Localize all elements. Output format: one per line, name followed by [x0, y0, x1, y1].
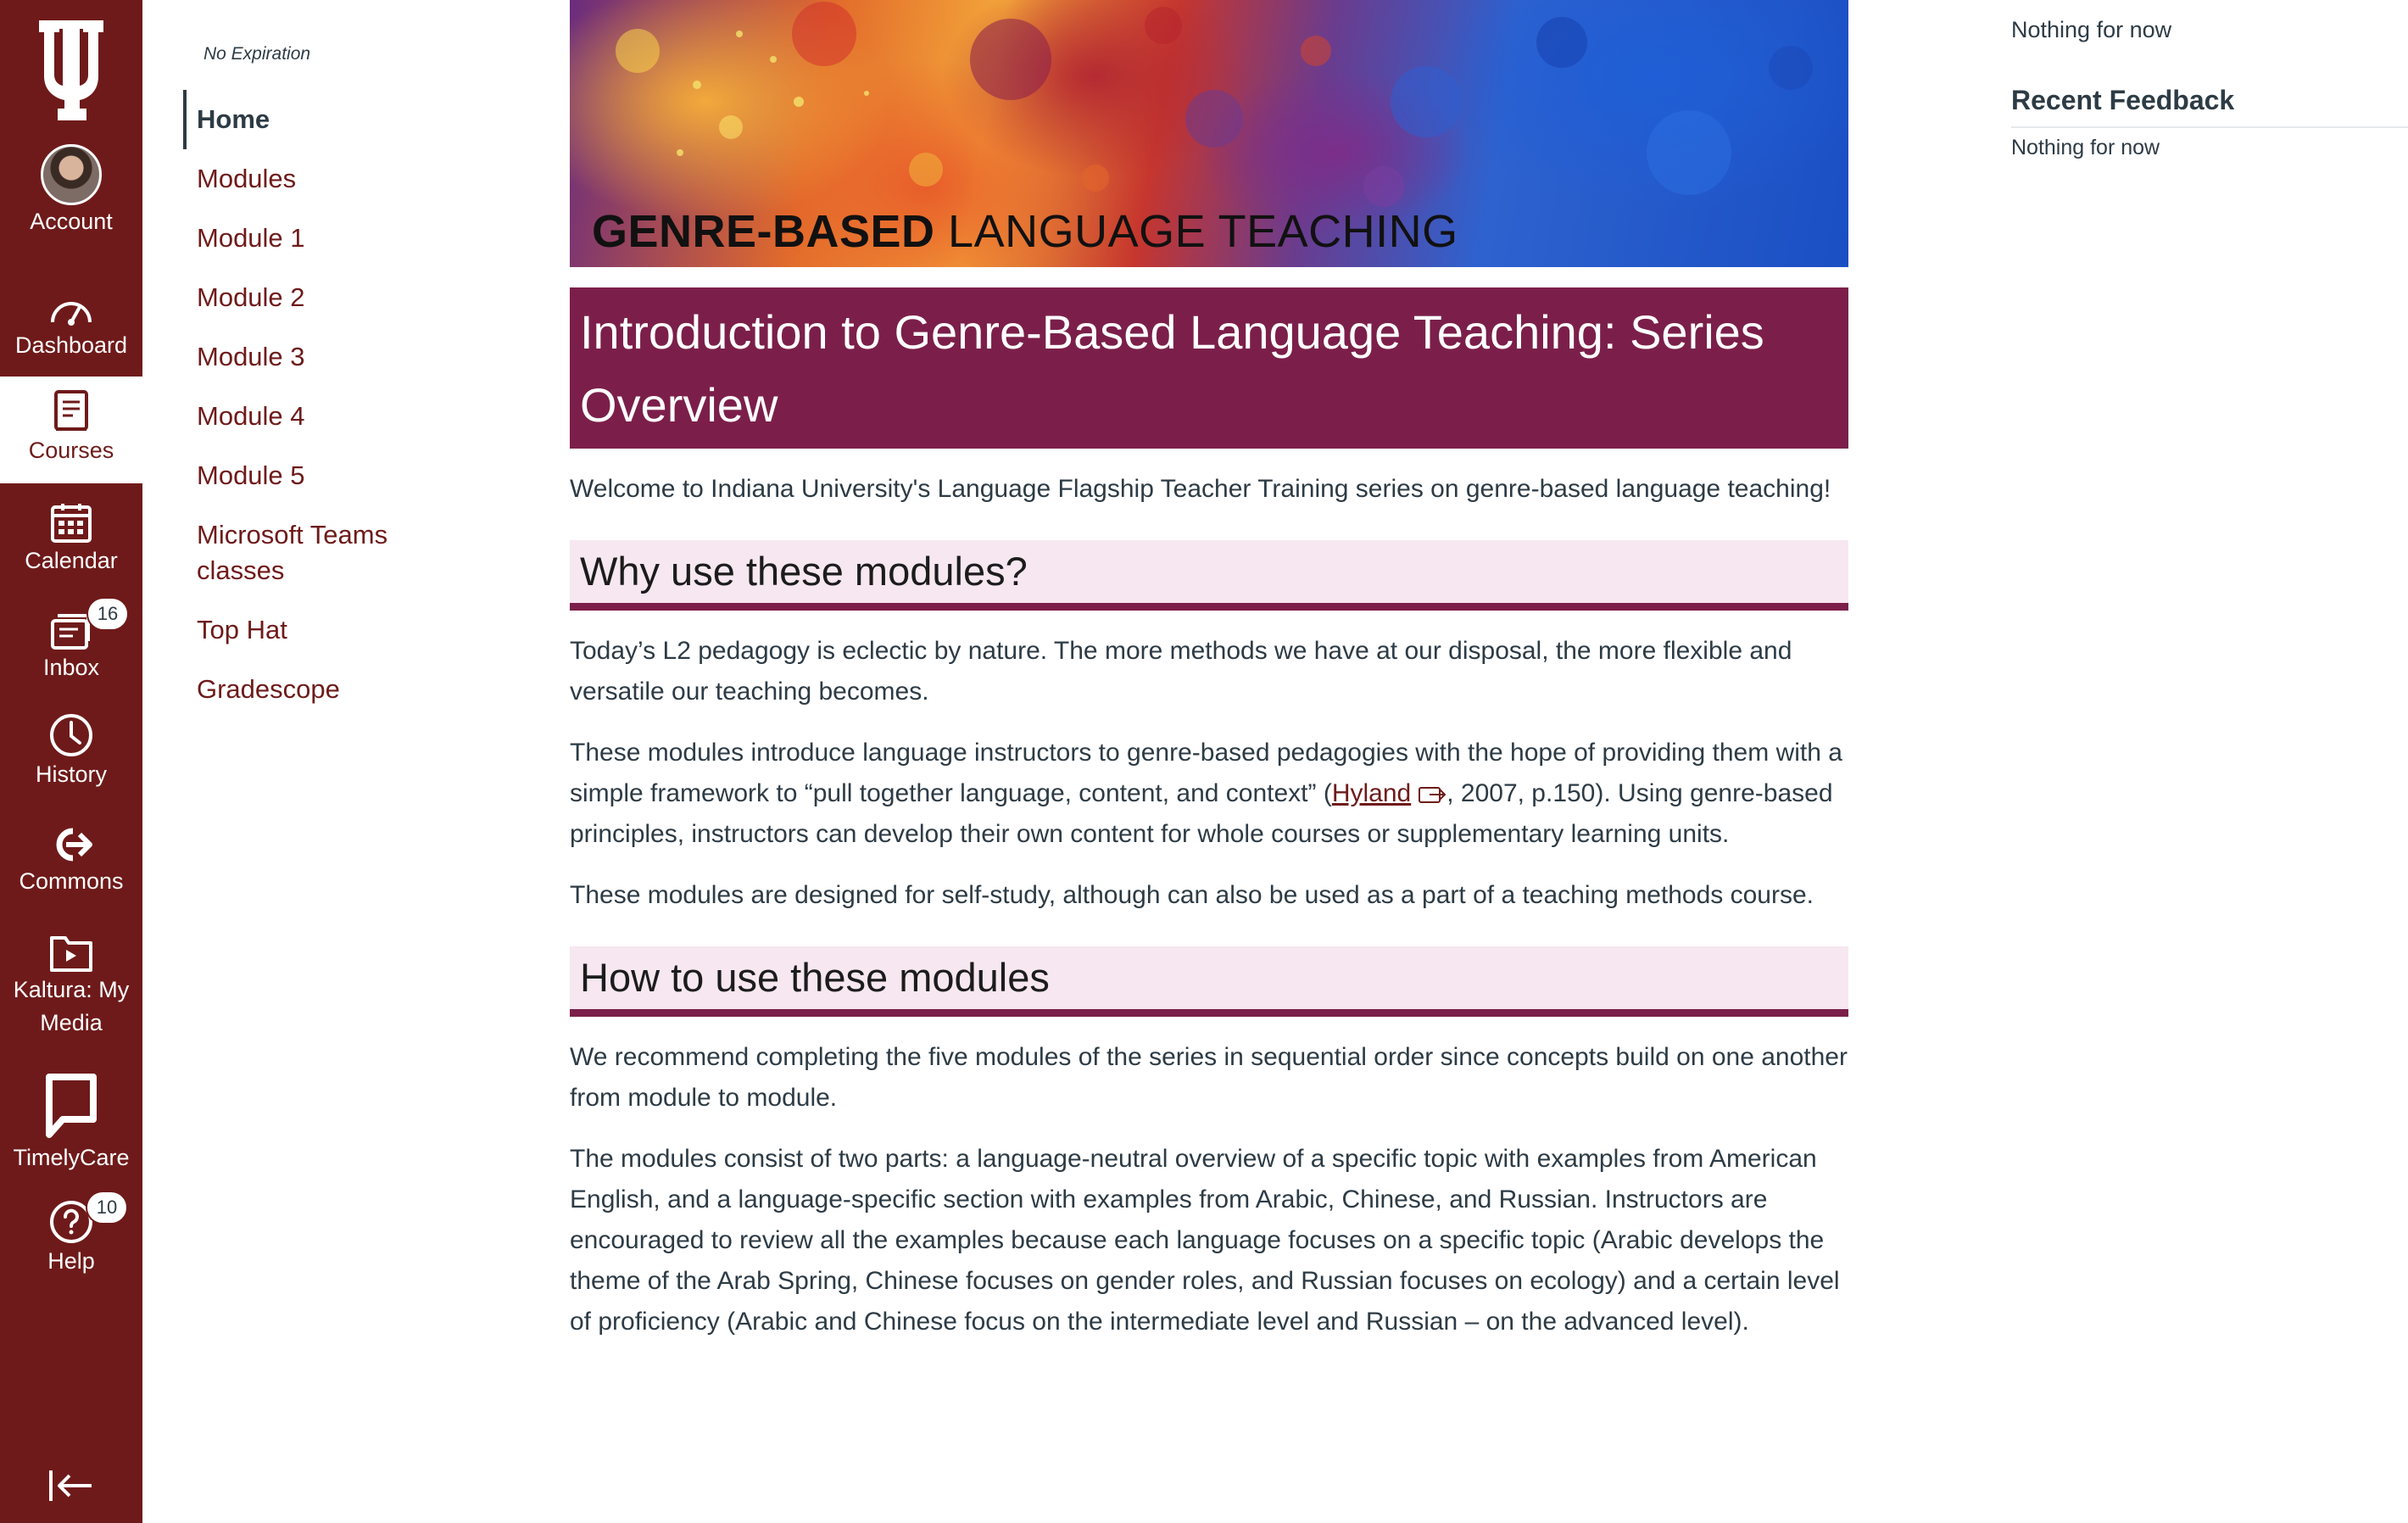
nav-commons-label: Commons	[19, 868, 124, 894]
nav-dashboard-label: Dashboard	[14, 332, 128, 358]
page-title-block	[570, 287, 1848, 449]
global-navigation	[0, 0, 142, 1523]
help-badge: 10	[86, 1191, 128, 1225]
banner-title-rest: LANGUAGE TEACHING	[934, 206, 1458, 257]
kaltura-media-icon	[48, 929, 94, 973]
how-paragraph-2: The modules consist of two parts: a language-neutral overview of a specific topic with examples from American English, and a language-specific section with examples from Arabic, Chinese, and Russian. Instructors are encouraged to review all the examples because each language focuses on a specific topic (Arabic develops the theme of the Arab Spring, Chinese focuses on gender roles, and Russian focuses on ecology) and a certain level of proficiency (Arabic and Chinese focus on the intermediate level and Russian – on the advanced level).	[570, 1145, 1840, 1336]
course-nav-module-5[interactable]: Module 5	[197, 460, 305, 490]
banner-title-bold: GENRE-BASED	[592, 206, 935, 257]
courses-icon	[53, 390, 90, 434]
nav-inbox[interactable]	[0, 602, 142, 684]
inbox-unread-badge: 16	[86, 597, 129, 631]
collapse-nav-button[interactable]	[46, 1465, 97, 1506]
dashboard-icon	[47, 288, 95, 329]
iu-logo[interactable]	[0, 20, 142, 131]
welcome-paragraph: Welcome to Indiana University's Language Flagship Teacher Training series on genre-based language teaching!	[570, 475, 1831, 503]
section-heading-how	[570, 946, 1848, 1017]
hyland-link[interactable]: Hyland	[1331, 779, 1412, 807]
history-icon	[48, 712, 94, 758]
why-p2-before: These modules introduce language instructors to genre-based pedagogies with the hope of providing them with a simple framework to “pull together language, content, and context” (	[570, 739, 1842, 807]
nav-kaltura-label: Kaltura: My Media	[13, 977, 130, 1036]
section-heading-why	[570, 540, 1848, 611]
nav-history[interactable]	[0, 709, 142, 791]
course-nav-top-hat[interactable]: Top Hat	[197, 615, 287, 644]
nav-inbox-label: Inbox	[42, 655, 100, 680]
why-paragraph-3: These modules are designed for self-study, although can also be used as a part of a teaching methods course.	[570, 881, 1814, 909]
trident-logo-icon	[36, 20, 107, 120]
nav-timelycare[interactable]	[0, 1065, 142, 1174]
avatar	[41, 144, 102, 205]
todo-empty-text: Nothing for now	[2011, 17, 2172, 42]
nav-courses-label: Courses	[28, 438, 114, 463]
nav-history-label: History	[35, 762, 107, 787]
course-banner-image	[570, 0, 1848, 267]
nav-calendar[interactable]	[0, 495, 142, 577]
course-expiration: No Expiration	[203, 44, 311, 64]
nav-timelycare-label: TimelyCare	[13, 1145, 130, 1170]
course-nav-home[interactable]: Home	[183, 90, 454, 149]
nav-kaltura[interactable]	[0, 924, 142, 1040]
nav-commons[interactable]	[0, 816, 142, 898]
course-nav-module-4[interactable]: Module 4	[197, 401, 305, 431]
how-paragraph-1: We recommend completing the five modules of the series in sequential order since concepts build on one another from module to module.	[570, 1043, 1848, 1112]
why-paragraph-1: Today’s L2 pedagogy is eclectic by nature. The more methods we have at our disposal, the more flexible and versatile our teaching becomes.	[570, 637, 1792, 706]
course-navigation	[142, 0, 431, 1523]
course-nav-module-2[interactable]: Module 2	[197, 282, 305, 312]
chat-icon	[44, 1074, 98, 1141]
why-p2-after: , 2007, p.150). Using genre-based principles, instructors can develop their own content for whole courses or supplementary learning units.	[570, 779, 1833, 848]
section-how-title: How to use these modules	[580, 955, 1050, 1000]
course-nav-modules[interactable]: Modules	[197, 164, 297, 193]
course-nav-microsoft-teams[interactable]: Microsoft Teams classes	[197, 520, 388, 585]
page-content	[570, 0, 1848, 1342]
course-nav-gradescope[interactable]: Gradescope	[197, 674, 340, 704]
nav-courses[interactable]	[0, 377, 142, 483]
nav-account-label: Account	[30, 209, 113, 234]
banner-title	[592, 205, 1458, 258]
commons-icon	[47, 824, 95, 865]
external-link-icon	[1418, 784, 1446, 806]
nav-help[interactable]	[0, 1196, 142, 1278]
recent-feedback-heading: Recent Feedback	[2011, 85, 2408, 128]
course-nav-module-3[interactable]: Module 3	[197, 342, 305, 371]
course-nav-list	[183, 90, 454, 719]
calendar-icon	[49, 500, 93, 544]
nav-calendar-label: Calendar	[25, 548, 118, 573]
section-why-title: Why use these modules?	[580, 549, 1028, 594]
feedback-empty-text: Nothing for now	[2011, 136, 2160, 159]
nav-help-label: Help	[47, 1248, 95, 1274]
page-title: Introduction to Genre-Based Language Teaching: Series Overview	[580, 305, 1764, 432]
nav-account[interactable]	[0, 156, 142, 238]
course-nav-module-1[interactable]: Module 1	[197, 223, 305, 253]
nav-dashboard[interactable]	[0, 280, 142, 362]
collapse-arrow-icon	[46, 1465, 97, 1506]
why-paragraph-2	[570, 733, 1848, 855]
